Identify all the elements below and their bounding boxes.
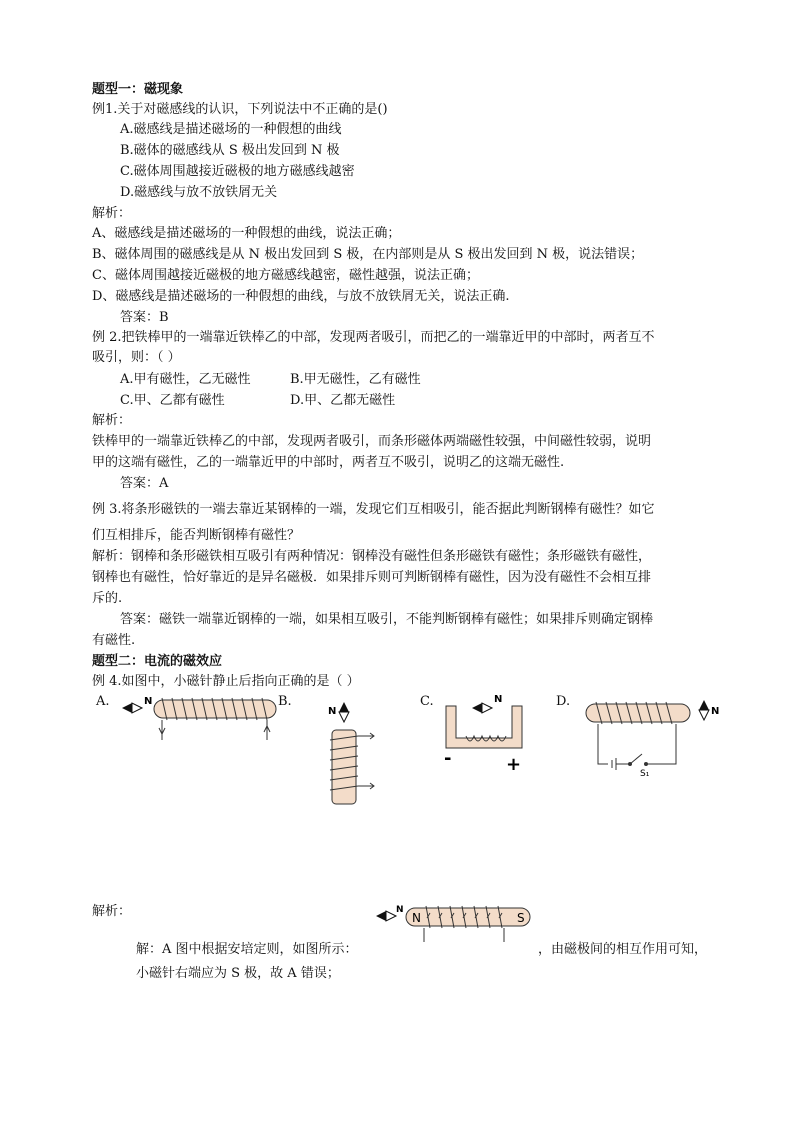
ex1-analysis-c: C、磁体周围越接近磁极的地方磁感线越密，磁性越强，说法正确； — [92, 268, 479, 283]
ex3-question-line2: 们互相排斥，能否判断钢棒有磁性？ — [92, 528, 301, 543]
ex2-question-line1: 例 2.把铁棒甲的一端靠近铁棒乙的中部，发现两者吸引，而把乙的一端靠近甲的中部时，两者互不 — [92, 330, 655, 345]
compass-needle-icon — [472, 703, 492, 713]
ex4-solution-line1a: 解：A 图中根据安培定则，如图所示： — [136, 942, 358, 957]
compass-needle-icon — [122, 703, 142, 713]
ex3-question-line1: 例 3.将条形磁铁的一端去靠近某钢棒的一端，发现它们互相吸引，能否据此判断钢棒有磁性？如它 — [92, 502, 655, 517]
fig-c-u-magnet — [432, 690, 540, 772]
ex2-option-b: B.甲无磁性，乙有磁性 — [290, 372, 421, 387]
fig-d-switch-label: S₁ — [640, 769, 650, 776]
fig-a-label: A. — [96, 694, 110, 709]
fig-d-circuit — [580, 696, 726, 776]
ex2-analysis-line1: 铁棒甲的一端靠近铁棒乙的中部，发现两者吸引，而条形磁体两端磁性较强，中间磁性较弱，说明 — [92, 434, 652, 449]
fig-d-n-label: N — [711, 706, 720, 717]
ex1-analysis-label: 解析： — [92, 206, 132, 221]
compass-needle-icon — [376, 911, 396, 921]
ex2-option-c: C.甲、乙都有磁性 — [120, 393, 225, 408]
ex1-option-c: C.磁体周围越接近磁极的地方磁感线越密 — [120, 164, 355, 179]
ex3-analysis-line1: 解析：钢棒和条形磁铁相互吸引有两种情况：钢棒没有磁性但条形磁铁有磁性；条形磁铁有磁性， — [92, 549, 652, 564]
ex1-analysis-b: B、磁体周围的磁感线是从 N 极出发回到 S 极，在内部则是从 S 极出发回到 N 极，说法错误； — [92, 247, 644, 262]
ex1-option-d: D.磁感线与放不放铁屑无关 — [120, 185, 278, 200]
ex1-analysis-a: A、磁感线是描述磁场的一种假想的曲线，说法正确； — [92, 226, 401, 241]
ex3-analysis-line3: 斥的. — [92, 591, 123, 606]
fig-b-n-label: N — [328, 706, 337, 717]
ex4-question: 例 4.如图中，小磁针静止后指向正确的是（ ） — [92, 674, 360, 689]
sol-needle-n: N — [396, 905, 404, 915]
solution-figure — [372, 904, 536, 946]
ex4-solution-line2: 小磁针右端应为 S 极，故 A 错误； — [136, 966, 340, 981]
ex1-option-b: B.磁体的磁感线从 S 极出发回到 N 极 — [120, 143, 340, 158]
fig-a-solenoid — [118, 692, 286, 752]
fig-c-n-label: N — [494, 694, 503, 705]
ex3-answer-line1: 答案：磁铁一端靠近钢棒的一端，如果相互吸引，不能判断钢棒有磁性；如果排斥则确定钢棒 — [120, 612, 654, 627]
fig-c-minus: - — [444, 748, 452, 769]
sol-fig-s: S — [517, 911, 525, 925]
ex4-analysis-label: 解析： — [92, 904, 132, 919]
fig-b-solenoid — [318, 698, 380, 808]
section-title-2: 题型二：电流的磁效应 — [92, 654, 223, 669]
section-title-1: 题型一：磁现象 — [92, 82, 184, 97]
ex3-answer-line2: 有磁性. — [92, 633, 136, 648]
ex2-analysis-line2: 甲的这端有磁性，乙的一端靠近甲的中部时，两者互不吸引，说明乙的这端无磁性. — [92, 455, 565, 470]
ex4-solution-line1b: ，由磁极间的相互作用可知， — [538, 942, 708, 957]
ex3-analysis-line2: 钢棒也有磁性，恰好靠近的是异名磁极．如果排斥则可判断钢棒有磁性，因为没有磁性不会相互排 — [92, 570, 652, 585]
fig-d-label: D. — [556, 694, 571, 709]
ex1-option-a: A.磁感线是描述磁场的一种假想的曲线 — [120, 122, 342, 137]
ex2-option-a: A.甲有磁性，乙无磁性 — [120, 372, 251, 387]
sol-fig-n: N — [412, 911, 421, 925]
ex2-question-line2: 吸引，则：（ ） — [92, 350, 181, 365]
fig-a-n-label: N — [144, 696, 153, 707]
fig-c-plus: + — [506, 754, 522, 772]
fig-b-label: B. — [278, 694, 292, 709]
fig-c-label: C. — [420, 694, 434, 709]
ex2-option-d: D.甲、乙都无磁性 — [290, 393, 396, 408]
ex1-analysis-d: D、磁感线是描述磁场的一种假想的曲线，与放不放铁屑无关，说法正确. — [92, 289, 510, 304]
compass-needle-icon — [339, 702, 349, 722]
ex1-answer: 答案：B — [120, 310, 169, 325]
compass-needle-icon — [699, 700, 709, 720]
ex2-answer: 答案：A — [120, 476, 169, 491]
ex1-question: 例1.关于对磁感线的认识，下列说法中不正确的是() — [92, 102, 388, 117]
ex2-analysis-label: 解析： — [92, 413, 132, 428]
